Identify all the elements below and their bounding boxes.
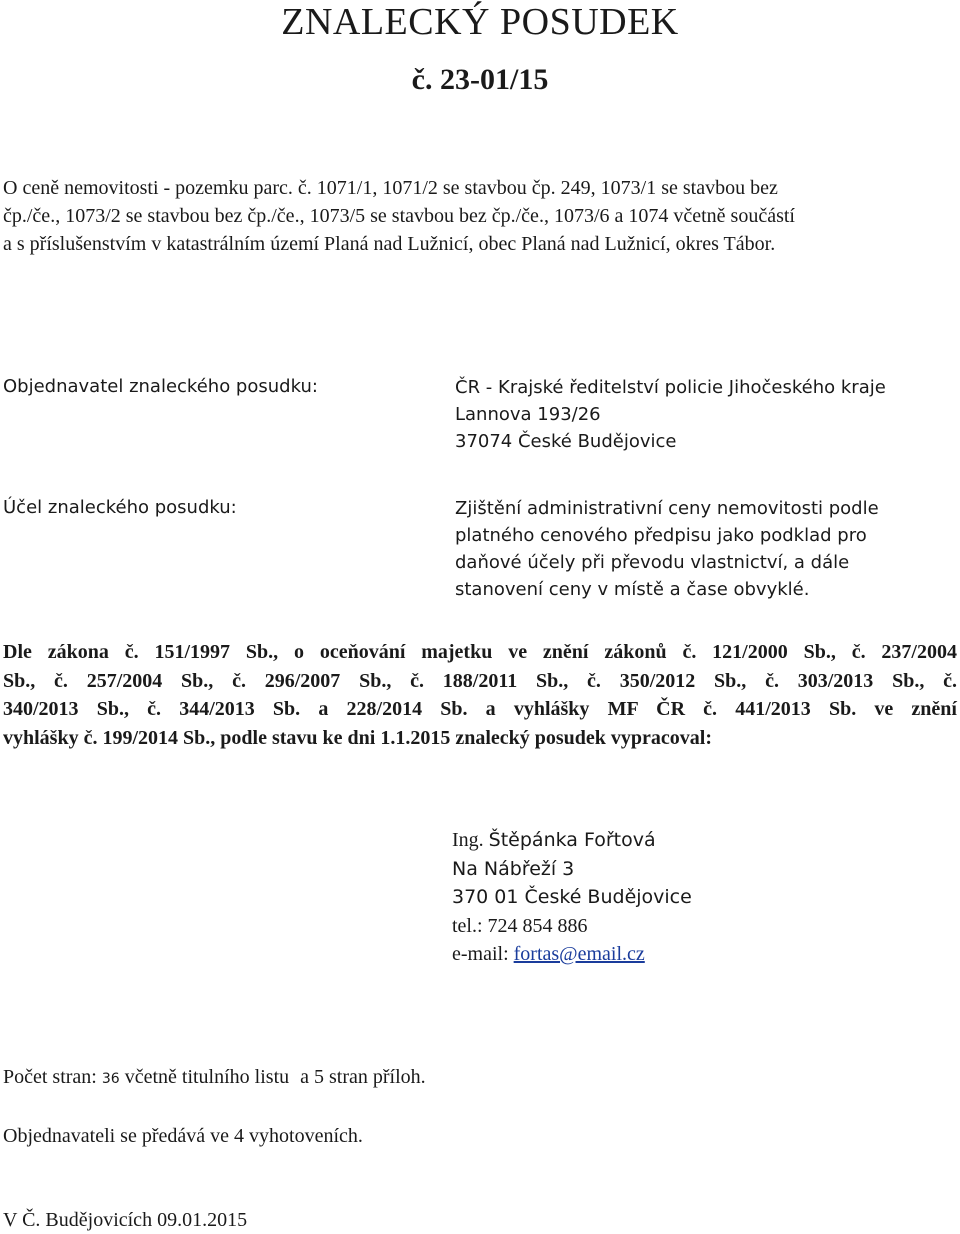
legal-basis-line: Dle zákona č. 151/1997 Sb., o oceňování majetku ve znění zákonů č. 121/2000 Sb., č. 237/2004 xyxy=(3,641,957,663)
author-phone: tel.: 724 854 886 xyxy=(452,914,588,937)
author-city: 370 01 České Budějovice xyxy=(452,886,692,908)
purpose-line: Zjištění administrativní ceny nemovitosti podle xyxy=(455,498,879,519)
copies-note: Objednavateli se předává ve 4 vyhotoveních. xyxy=(3,1125,363,1147)
subject-line: O ceně nemovitosti - pozemku parc. č. 1071/1, 1071/2 se stavbou čp. 249, 1073/1 se stavbou bez xyxy=(3,177,778,199)
legal-basis-line: vyhlášky č. 199/2014 Sb., podle stavu ke dni 1.1.2015 znalecký posudek vypracoval: xyxy=(3,726,712,749)
page-count-suffix: včetně titulního listu xyxy=(124,1066,290,1088)
client-details xyxy=(455,374,945,455)
subject-paragraph xyxy=(3,174,957,258)
purpose-line: platného cenového předpisu jako podklad pro xyxy=(455,525,867,546)
author-block xyxy=(452,826,692,969)
subject-line: a s příslušenstvím v katastrálním území Planá nad Lužnicí, obec Planá nad Lužnicí, okres Tábor. xyxy=(3,233,776,255)
author-name: Štěpánka Fořtová xyxy=(488,829,656,851)
client-name: ČR - Krajské ředitelství policie Jihočeského kraje xyxy=(455,377,886,398)
document-title: ZNALECKÝ POSUDEK xyxy=(281,1,679,43)
page-count-line xyxy=(3,1064,426,1092)
subject-line: čp./če., 1073/2 se stavbou bez čp./če., 1073/5 se stavbou bez čp./če., 1073/6 a 1074 včetně součástí xyxy=(3,205,795,227)
author-email-line xyxy=(452,940,692,969)
author-name-line xyxy=(452,826,692,855)
legal-basis-line: Sb., č. 257/2004 Sb., č. 296/2007 Sb., č. 188/2011 Sb., č. 350/2012 Sb., č. 303/2013 Sb., č. xyxy=(3,669,957,692)
purpose-details xyxy=(455,495,945,603)
legal-basis-line: 340/2013 Sb., č. 344/2013 Sb. a 228/2014 Sb. a vyhlášky MF ČR č. 441/2013 Sb. ve znění xyxy=(3,698,957,720)
purpose-line: stanovení ceny v místě a čase obvyklé. xyxy=(455,579,810,600)
place-and-date: V Č. Budějovicích 09.01.2015 xyxy=(3,1209,248,1231)
purpose-line: daňové účely při převodu vlastnictví, a dále xyxy=(455,552,850,573)
author-title: Ing. xyxy=(452,829,484,851)
page-count-prefix: Počet stran: xyxy=(3,1066,97,1088)
email-link[interactable]: fortas@email.cz xyxy=(513,943,645,965)
email-label: e-mail: xyxy=(452,943,509,965)
client-label: Objednavatel znaleckého posudku: xyxy=(3,376,318,397)
legal-basis-paragraph xyxy=(3,638,957,752)
attachments-count: a 5 stran příloh. xyxy=(300,1066,426,1088)
page-count-value: 36 xyxy=(101,1071,120,1087)
document-number: č. 23-01/15 xyxy=(411,63,549,96)
client-city: 37074 České Budějovice xyxy=(455,431,677,452)
author-street: Na Nábřeží 3 xyxy=(452,857,575,880)
purpose-label: Účel znaleckého posudku: xyxy=(3,497,237,518)
client-street: Lannova 193/26 xyxy=(455,404,601,425)
